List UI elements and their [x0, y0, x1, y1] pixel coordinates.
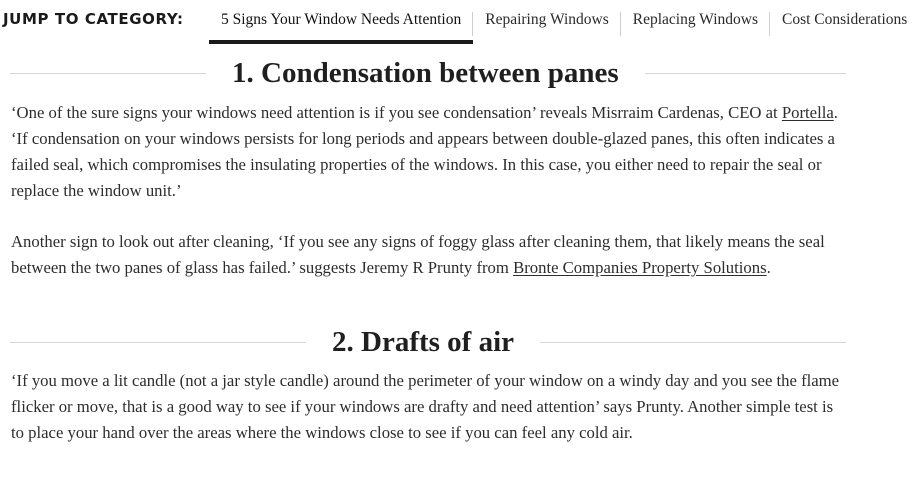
tab-replacing-windows[interactable]: [621, 0, 770, 44]
heading-rule-left: [10, 73, 206, 74]
section-heading: 2. Drafts of air: [332, 326, 515, 358]
link-bronte-companies[interactable]: Bronte Companies Property Solutions: [513, 258, 767, 277]
heading-rule-left: [10, 342, 306, 343]
tab-repairing-windows[interactable]: [473, 0, 621, 44]
tab-cost-considerations[interactable]: [770, 0, 919, 44]
tab-5-signs[interactable]: [209, 0, 473, 44]
paragraph-text: ‘One of the sure signs your windows need attention is if you see condensation’ reveals Misrraim Cardenas, CEO at: [11, 103, 782, 122]
section-heading: 1. Condensation between panes: [232, 57, 619, 89]
paragraph: [11, 368, 847, 446]
paragraph-text: .: [766, 258, 771, 277]
paragraph-text: . ‘If condensation on your windows persists for long periods and appears between double-glazed panes, this often indicates a failed seal, which compromises the insulating properties of the windows. In this case, you either need to repair the seal or replace the window unit.’: [11, 103, 838, 200]
category-tabs: [209, 0, 919, 44]
tab-label: Cost Considerations: [781, 11, 908, 28]
paragraph-text: Another sign to look out after cleaning, ‘If you see any signs of foggy glass after cleaning them, that likely means the seal between the two panes of glass has failed.’ suggests Jeremy R Prunty from: [11, 232, 825, 277]
tab-label: 5 Signs Your Window Needs Attention: [221, 11, 462, 28]
category-nav: [0, 0, 908, 44]
heading-rule-right: [540, 342, 846, 343]
tab-label: Repairing Windows: [485, 11, 609, 28]
paragraph: [11, 229, 847, 281]
tab-label: Replacing Windows: [632, 11, 758, 28]
section-heading-row: [10, 57, 846, 90]
paragraph: [11, 100, 847, 204]
category-nav-label: JUMP TO CATEGORY:: [3, 10, 184, 28]
link-portella[interactable]: Portella: [781, 103, 834, 122]
section-heading-row: [10, 326, 846, 359]
paragraph-text: ‘If you move a lit candle (not a jar style candle) around the perimeter of your window on a windy day and you see the flame flicker or move, that is a good way to see if your windows are drafty and need attention’ says Prunty. Another simple test is to place your hand over the areas where the windows close to see if you can feel any cold air.: [11, 371, 840, 442]
heading-rule-right: [645, 73, 846, 74]
